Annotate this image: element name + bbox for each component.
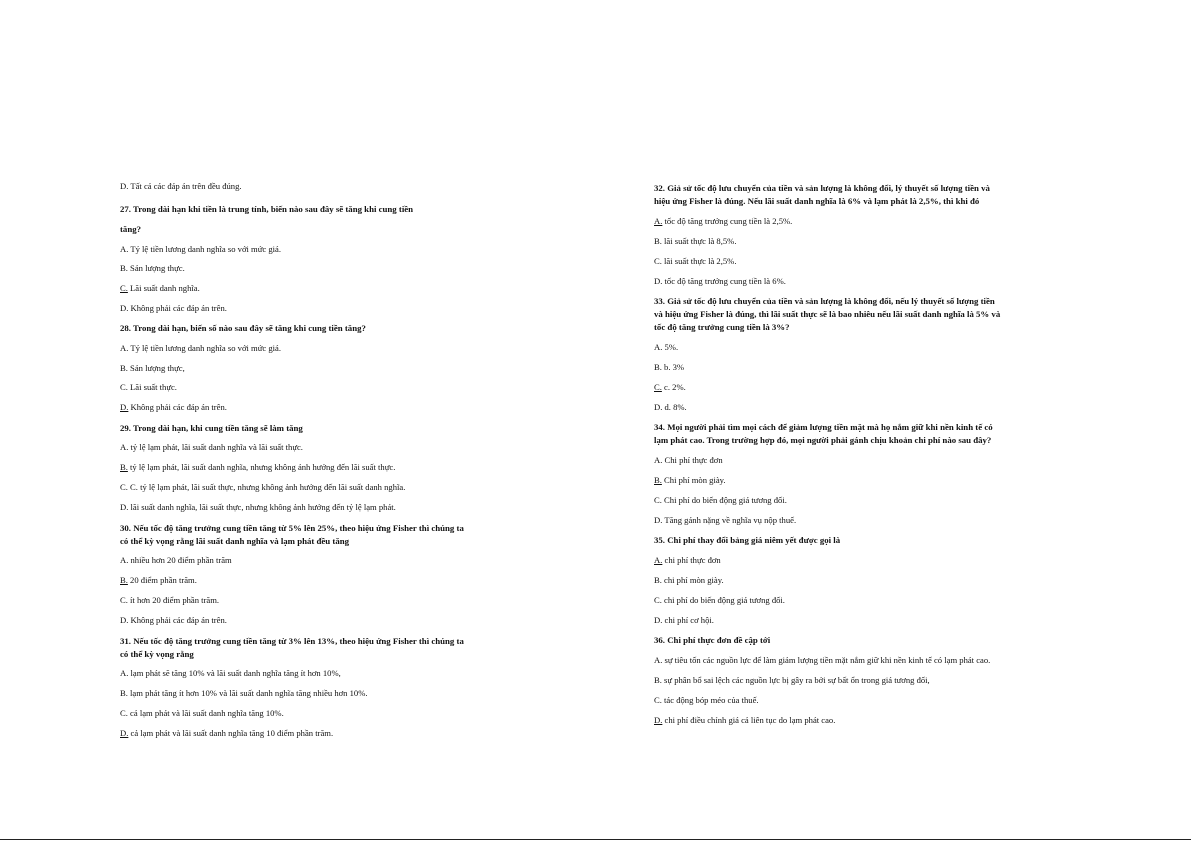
question-text: 29. Trong dài hạn, khi cung tiền tăng sẽ làm tăng: [120, 423, 303, 433]
answer-option: [120, 555, 232, 567]
answer-option: [654, 515, 796, 527]
option-text: Không phải các đáp án trên.: [128, 303, 227, 313]
option-letter: B.: [654, 362, 662, 372]
answer-option-correct: [120, 728, 333, 740]
option-letter: C.: [654, 695, 662, 705]
question-text: 30. Nếu tốc độ tăng trưởng cung tiền tăng từ 5% lên 25%, theo hiệu ứng Fisher thì chúng ta: [120, 523, 464, 533]
question-text: có thể kỳ vọng rằng: [120, 649, 194, 659]
question-text: và hiệu ứng Fisher là đúng, thì lãi suất thực sẽ là bao nhiêu nếu lãi suất danh nghĩa là 5% và: [654, 309, 1001, 319]
option-text: chi phí cơ hội.: [662, 615, 714, 625]
option-letter: A.: [120, 555, 129, 565]
answer-option: [120, 482, 405, 494]
option-text: nhiều hơn 20 điểm phần trăm: [128, 555, 232, 565]
option-letter: C.: [654, 382, 662, 392]
question-text: 32. Giả sử tốc độ lưu chuyển của tiền và sản lượng là không đổi, lý thuyết số lượng tiền và: [654, 183, 990, 193]
option-letter: C.: [654, 495, 662, 505]
option-letter: C.: [654, 595, 662, 605]
option-letter: A.: [654, 342, 663, 352]
option-text: chi phí do biến động giá tương đối.: [661, 595, 785, 605]
option-letter: C.: [120, 708, 128, 718]
option-letter: D.: [120, 615, 129, 625]
option-letter: A.: [120, 442, 129, 452]
answer-option: [654, 455, 723, 467]
answer-option: [654, 575, 724, 587]
answer-option: [120, 615, 227, 627]
option-letter: D.: [654, 402, 663, 412]
question-text: tăng?: [120, 224, 142, 234]
option-text: lạm phát sẽ tăng 10% và lãi suất danh nghĩa tăng ít hơn 10%,: [128, 668, 341, 678]
option-text: ít hơn 20 điểm phần trăm.: [127, 595, 220, 605]
option-letter: C.: [120, 382, 128, 392]
option-text: 20 điểm phần trăm.: [127, 575, 197, 585]
option-text: chi phí điều chỉnh giá cả liên tục do lạm phát cao.: [662, 715, 836, 725]
option-letter: B.: [120, 575, 128, 585]
option-text: lãi suất thực là 8,5%.: [661, 236, 737, 246]
answer-option-correct: [654, 216, 792, 228]
answer-option: [120, 181, 242, 193]
answer-option: [120, 363, 185, 375]
option-letter: A.: [120, 668, 129, 678]
option-letter: A.: [120, 343, 129, 353]
option-text: sự tiêu tốn các nguồn lực để làm giảm lượng tiền mặt nắm giữ khi nền kinh tế có lạm phát cao.: [662, 655, 991, 665]
question-text: 36. Chi phí thực đơn đề cập tới: [654, 635, 771, 645]
answer-option-correct: [654, 475, 726, 487]
option-letter: D.: [654, 615, 663, 625]
option-text: Không phải các đáp án trên.: [128, 615, 227, 625]
answer-option-correct: [654, 555, 721, 567]
option-letter: D.: [120, 728, 129, 738]
option-text: Sản lượng thực.: [127, 263, 185, 273]
option-text: Chi phí do biến động giá tương đối.: [661, 495, 787, 505]
option-text: Tỷ lệ tiền lương danh nghĩa so với mức giá.: [128, 343, 281, 353]
option-text: c. 2%.: [661, 382, 686, 392]
option-text: lạm phát tăng ít hơn 10% và lãi suất danh nghĩa tăng nhiều hơn 10%.: [127, 688, 368, 698]
answer-option: [120, 595, 219, 607]
question-text: tốc độ tăng trưởng cung tiền là 3%?: [654, 322, 790, 332]
option-letter: A.: [654, 555, 663, 565]
option-letter: C.: [120, 482, 128, 492]
question-text: 31. Nếu tốc độ tăng trưởng cung tiền tăng từ 3% lên 13%, theo hiệu ứng Fisher thì chúng ta: [120, 636, 464, 646]
option-letter: D.: [120, 303, 129, 313]
bottom-rule: [0, 839, 1191, 840]
option-letter: B.: [654, 675, 662, 685]
answer-option-correct: [654, 715, 835, 727]
option-text: Chi phí thực đơn: [662, 455, 723, 465]
option-letter: B.: [654, 575, 662, 585]
question-text: 34. Mọi người phải tìm mọi cách để giảm lượng tiền mặt mà họ nắm giữ khi nền kinh tế có: [654, 422, 993, 432]
option-letter: B.: [120, 688, 128, 698]
answer-option: [654, 236, 736, 248]
answer-option: [120, 244, 281, 256]
option-text: d. 8%.: [662, 402, 687, 412]
answer-option: [654, 655, 990, 667]
option-text: Lãi suất thực.: [127, 382, 177, 392]
option-text: tỷ lệ lạm phát, lãi suất danh nghĩa và lãi suất thực.: [128, 442, 303, 452]
answer-option: [120, 442, 303, 454]
option-text: Lãi suất danh nghĩa.: [127, 283, 200, 293]
option-letter: B.: [654, 475, 662, 485]
option-letter: A.: [654, 455, 663, 465]
option-letter: D.: [654, 515, 663, 525]
answer-option: [654, 615, 714, 627]
option-text: tỷ lệ lạm phát, lãi suất danh nghĩa, nhưng không ảnh hưởng đến lãi suất thực.: [127, 462, 396, 472]
answer-option: [120, 343, 281, 355]
option-letter: D.: [120, 181, 129, 191]
answer-option-correct: [654, 382, 686, 394]
option-letter: B.: [120, 263, 128, 273]
question-text: lạm phát cao. Trong trường hợp đó, mọi người phải gánh chịu khoản chi phí nào sau đây?: [654, 435, 992, 445]
answer-option: [120, 502, 396, 514]
option-letter: A.: [654, 655, 663, 665]
answer-option: [120, 303, 227, 315]
option-letter: D.: [654, 715, 663, 725]
option-letter: C.: [120, 595, 128, 605]
answer-option: [654, 402, 687, 414]
option-letter: A.: [654, 216, 663, 226]
option-text: tác động bóp méo của thuế.: [661, 695, 759, 705]
answer-option: [120, 382, 177, 394]
option-text: lãi suất danh nghĩa, lãi suất thực, nhưng không ảnh hưởng đến tỷ lệ lạm phát.: [128, 502, 396, 512]
answer-option: [654, 495, 787, 507]
option-text: C. tỷ lệ lạm phát, lãi suất thực, nhưng không ảnh hưởng đến lãi suất danh nghĩa.: [127, 482, 406, 492]
option-text: sự phân bổ sai lệch các nguồn lực bị gây ra bởi sự bất ổn trong giá tương đối,: [661, 675, 930, 685]
answer-option: [120, 263, 185, 275]
option-text: lãi suất thực là 2,5%.: [661, 256, 737, 266]
option-text: tốc độ tăng trưởng cung tiền là 2,5%.: [662, 216, 793, 226]
option-letter: C.: [654, 256, 662, 266]
option-text: chi phí thực đơn: [662, 555, 721, 565]
option-letter: A.: [120, 244, 129, 254]
option-letter: C.: [120, 283, 128, 293]
answer-option: [654, 342, 678, 354]
option-letter: B.: [120, 363, 128, 373]
question-text: 33. Giả sử tốc độ lưu chuyển của tiền và sản lượng là không đổi, nếu lý thuyết số lượng tiền: [654, 296, 995, 306]
answer-option: [120, 668, 341, 680]
option-text: chi phí mòn giày.: [661, 575, 724, 585]
answer-option-correct: [120, 402, 227, 414]
answer-option-correct: [120, 575, 197, 587]
option-text: Sản lượng thực,: [127, 363, 185, 373]
answer-option: [120, 708, 284, 720]
answer-option-correct: [120, 283, 200, 295]
question-text: hiệu ứng Fisher là đúng. Nếu lãi suất danh nghĩa là 6% và lạm phát là 2,5%, thì khi đó: [654, 196, 980, 206]
answer-option: [654, 276, 786, 288]
answer-option: [654, 695, 759, 707]
option-letter: D.: [120, 502, 129, 512]
option-text: Chi phí mòn giày.: [661, 475, 726, 485]
option-letter: B.: [654, 236, 662, 246]
answer-option: [654, 256, 736, 268]
option-text: Không phải các đáp án trên.: [128, 402, 227, 412]
option-text: tốc độ tăng trưởng cung tiền là 6%.: [662, 276, 786, 286]
option-text: 5%.: [662, 342, 679, 352]
answer-option: [654, 362, 684, 374]
option-text: Tất cả các đáp án trên đều đúng.: [128, 181, 242, 191]
question-text: có thể kỳ vọng rằng lãi suất danh nghĩa và lạm phát đều tăng: [120, 536, 350, 546]
question-text: 27. Trong dài hạn khi tiền là trung tính, biến nào sau đây sẽ tăng khi cung tiền: [120, 204, 414, 214]
answer-option: [120, 688, 368, 700]
option-letter: D.: [120, 402, 129, 412]
answer-option: [654, 675, 930, 687]
option-letter: B.: [120, 462, 128, 472]
option-text: b. 3%: [661, 362, 685, 372]
option-text: cả lạm phát và lãi suất danh nghĩa tăng 10%.: [127, 708, 284, 718]
option-text: Tăng gánh nặng về nghĩa vụ nộp thuế.: [662, 515, 797, 525]
question-text: 28. Trong dài hạn, biến số nào sau đây sẽ tăng khi cung tiền tăng?: [120, 323, 366, 333]
option-letter: D.: [654, 276, 663, 286]
question-text: 35. Chi phí thay đổi bảng giá niêm yết được gọi là: [654, 535, 841, 545]
option-text: cả lạm phát và lãi suất danh nghĩa tăng 10 điểm phần trăm.: [128, 728, 334, 738]
answer-option-correct: [120, 462, 395, 474]
option-text: Tỷ lệ tiền lương danh nghĩa so với mức giá.: [128, 244, 281, 254]
answer-option: [654, 595, 785, 607]
